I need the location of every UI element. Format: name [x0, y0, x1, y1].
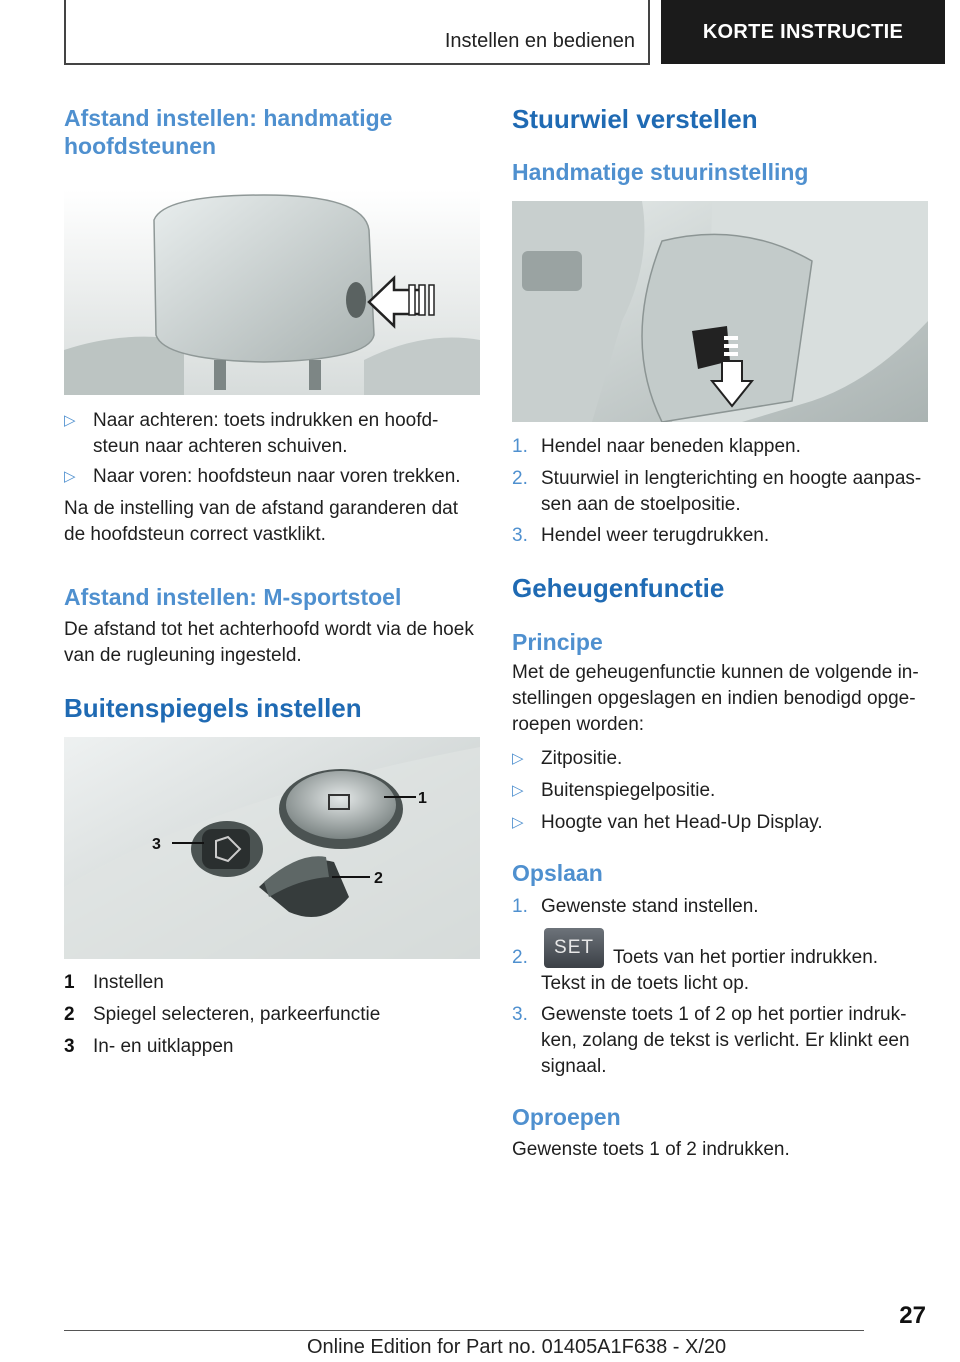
triangle-bullet-icon: ▷: [512, 782, 524, 799]
legend-item: 2 Spiegel selecteren, parkeerfunctie: [64, 1004, 381, 1025]
triangle-bullet-icon: ▷: [64, 412, 76, 429]
list-item: ▷ Hoogte van het Head-Up Display.: [512, 810, 932, 836]
callout-1: 1: [418, 790, 427, 807]
steering-column-illustration: [512, 201, 928, 422]
header-divider: [648, 0, 650, 64]
set-button-icon: SET: [544, 928, 604, 968]
header-bottom-rule: [64, 63, 650, 65]
header-chapter-tab[interactable]: KORTE INSTRUCTIE: [661, 0, 945, 64]
footer-edition: Online Edition for Part no. 01405A1F638 - X/20: [307, 1336, 727, 1358]
list-item: ▷ Naar achteren: toets indrukken en hoofd- steun naar achteren schuiven.: [64, 410, 439, 457]
list-item: 2. Stuurwiel in lengterichting en hoogte aanpas- sen aan de stoelpositie.: [512, 468, 922, 515]
list-item: ▷ Naar voren: hoofdsteun naar voren trekken.: [64, 464, 484, 490]
triangle-bullet-icon: ▷: [512, 750, 524, 767]
list-item: 1. Hendel naar beneden klappen.: [512, 436, 801, 457]
triangle-bullet-icon: ▷: [64, 468, 76, 485]
headrest-figure: [64, 190, 480, 395]
mirror-title: Buitenspiegels instellen: [64, 693, 362, 723]
header-left-rule: [64, 0, 66, 64]
footer-rule: [64, 1330, 864, 1331]
list-item: ▷ Buitenspiegelpositie.: [512, 778, 932, 804]
legend-item: 1 Instellen: [64, 972, 164, 993]
msport-text-line2: van de rugleuning ingesteld.: [64, 645, 302, 666]
recall-text: Gewenste toets 1 of 2 indrukken.: [512, 1139, 790, 1160]
callout-2: 2: [374, 870, 383, 887]
headrest-note-line1: Na de instelling van de afstand garanderen dat: [64, 498, 458, 519]
headrest-title: Afstand instellen: handmatige hoofdsteunen: [64, 105, 393, 159]
recall-title: Oproepen: [512, 1104, 621, 1130]
save-title: Opslaan: [512, 860, 603, 886]
mirror-control-illustration: [64, 737, 480, 959]
list-item: 3. Hendel weer terugdrukken.: [512, 525, 770, 546]
headrest-illustration: [64, 190, 480, 395]
callout-3: 3: [152, 836, 161, 853]
steering-figure: [512, 201, 928, 422]
header-section-title: Instellen en bedienen: [444, 30, 635, 52]
list-item: 3. Gewenste toets 1 of 2 op het portier indruk- ken, zolang de tekst is verlicht. Er klinkt een signaal.: [512, 1004, 910, 1077]
steering-subtitle: Handmatige stuurinstelling: [512, 159, 809, 185]
principle-title: Principe: [512, 629, 603, 655]
steering-title: Stuurwiel verstellen: [512, 104, 758, 134]
list-item: 2. Toets van het portier indrukken. Tekst in de toets licht op.: [512, 947, 879, 994]
triangle-bullet-icon: ▷: [512, 814, 524, 831]
msport-title: Afstand instellen: M-sportstoel: [64, 584, 402, 610]
headrest-note-line2: de hoofdsteun correct vastklikt.: [64, 524, 326, 545]
msport-text-line1: De afstand tot het achterhoofd wordt via de hoek: [64, 619, 474, 640]
page-number: 27: [899, 1302, 926, 1329]
principle-line3: roepen worden:: [512, 714, 645, 735]
memory-title: Geheugenfunctie: [512, 573, 725, 603]
list-item: ▷ Zitpositie.: [512, 746, 932, 772]
mirror-figure: [64, 737, 480, 959]
principle-line2: stellingen opgeslagen en indien benodigd opge-: [512, 688, 916, 709]
legend-item: 3 In- en uitklappen: [64, 1036, 234, 1057]
principle-line1: Met de geheugenfunctie kunnen de volgende in-: [512, 662, 919, 683]
list-item: 1. Gewenste stand instellen.: [512, 896, 759, 917]
